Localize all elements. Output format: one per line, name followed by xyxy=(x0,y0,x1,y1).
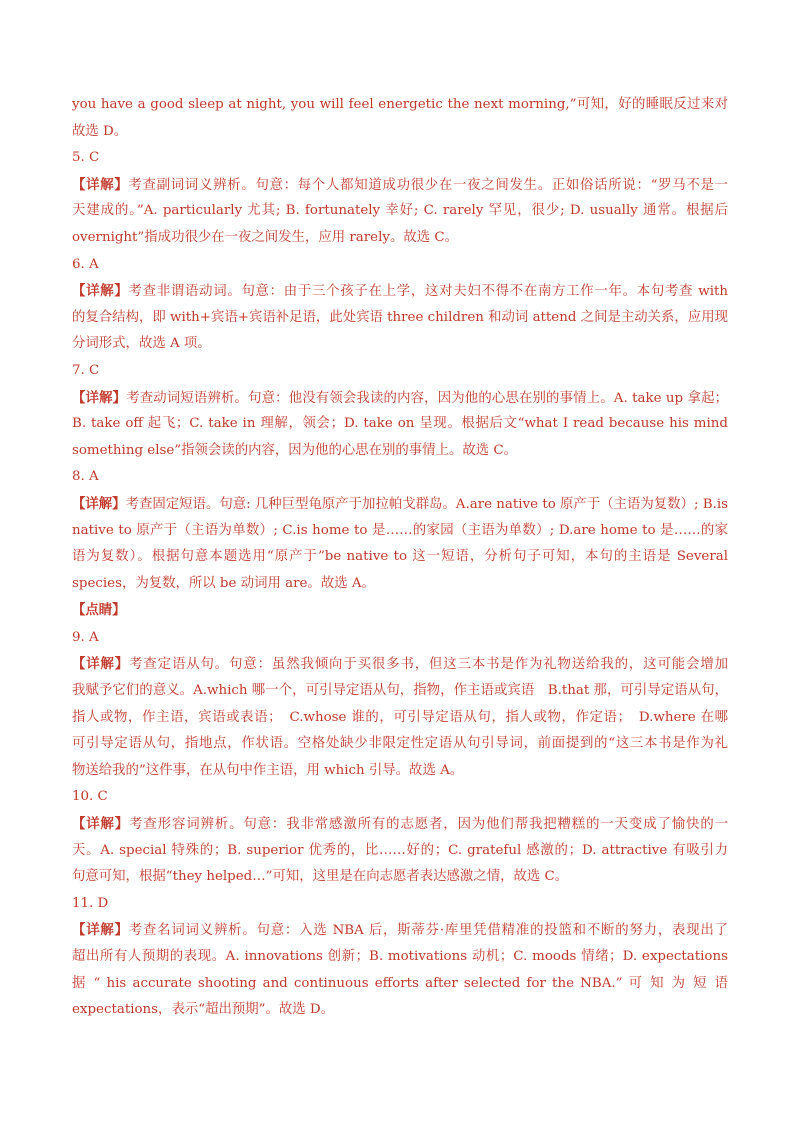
text-line xyxy=(72,411,728,438)
line-text: 考查名词词义辨析。句意：入选 NBA 后，斯蒂芬·库里凭借精准的投篮和不断的努力，表现出了 xyxy=(128,923,728,939)
text-line xyxy=(72,518,728,545)
text-line xyxy=(72,119,728,146)
text-line xyxy=(72,92,728,119)
text-line xyxy=(72,731,728,758)
text-line xyxy=(72,838,728,865)
line-text: 分词形式，故选 A 项。 xyxy=(72,336,211,352)
line-text: 指人或物，作主语，宾语或表语； C.whose 谁的，可引导定语从句，指人或物，作定语； D.where 在哪 xyxy=(72,709,728,725)
text-line xyxy=(72,544,728,571)
line-text: 11. D xyxy=(72,895,109,911)
text-line xyxy=(72,278,728,305)
text-line xyxy=(72,172,728,199)
text-line xyxy=(72,464,728,491)
section-tag: 【详解】 xyxy=(72,283,129,300)
text-line xyxy=(72,198,728,225)
line-text: 考查非谓语动词。句意：由于三个孩子在上学，这对夫妇不得不在南方工作一年。本句考查 with xyxy=(128,284,728,300)
line-text: species，为复数，所以 be 动词用 are。故选 A。 xyxy=(72,575,375,591)
line-text: 考查定语从句。句意：虽然我倾向于买很多书，但这三本书是作为礼物送给我的，这可能会增加 xyxy=(129,657,728,673)
text-line xyxy=(72,385,728,412)
line-text: 考查副词词义辨析。句意：每个人都知道成功很少在一夜之间发生。正如俗话所说：“罗马不是一 xyxy=(128,177,728,193)
line-text: something else”指领会读的内容，因为他的心思在别的事情上。故选 C。 xyxy=(72,442,518,458)
line-text: B. take off 起飞；C. take in 理解，领会；D. take on 呈现。根据后文“what I read because his mind xyxy=(72,416,728,432)
text-line xyxy=(72,891,728,918)
line-text: 考查形容词辨析。句意：我非常感激所有的志愿者，因为他们帮我把糟糕的一天变成了愉快的一 xyxy=(129,817,728,833)
section-tag: 【详解】 xyxy=(72,656,130,673)
text-line xyxy=(72,331,728,358)
text-line xyxy=(72,491,728,518)
text-line xyxy=(72,225,728,252)
line-text: 天建成的。”A. particularly 尤其; B. fortunately 幸好; C. rarely 罕见，很少; D. usually 通常。根据后 xyxy=(72,203,728,219)
line-text: expectations，表示“超出预期”。故选 D。 xyxy=(72,1002,335,1018)
line-text: 7. C xyxy=(72,362,100,378)
text-line xyxy=(72,438,728,465)
line-text: 我赋予它们的意义。A.which 哪一个，可引导定语从句，指物，作主语或宾语 B.that 那，可引导定语从句， xyxy=(72,683,728,699)
line-text: 物送给我的”这件事，在从句中作主语，用 which 引导。故选 A。 xyxy=(72,762,464,778)
text-line xyxy=(72,625,728,652)
section-tag: 【详解】 xyxy=(72,922,129,939)
text-line xyxy=(72,252,728,279)
text-line xyxy=(72,784,728,811)
line-text: you have a good sleep at night, you will feel energetic the next morning,”可知，好的睡眠反过来对 xyxy=(72,97,728,112)
line-text: 天。A. special 特殊的；B. superior 优秀的，比……好的；C. grateful 感激的；D. attractive 有吸引力 xyxy=(72,842,728,858)
text-line xyxy=(72,571,728,598)
line-text: 9. A xyxy=(72,629,99,645)
text-line xyxy=(72,811,728,838)
text-line xyxy=(72,864,728,891)
line-text: 考查固定短语。句意: 几种巨型龟原产于加拉帕戈群岛。A.are native to 原产于（主语为复数）; B.is xyxy=(125,496,728,512)
text-line xyxy=(72,597,728,625)
line-text: 的复合结构，即 with+宾语+宾语补足语，此处宾语 three children 和动词 attend 之间是主动关系，应用现 xyxy=(72,309,728,325)
section-tag: 【详解】 xyxy=(72,176,129,193)
text-line xyxy=(72,944,728,971)
section-tag: 【详解】 xyxy=(72,389,127,406)
line-text: 10. C xyxy=(72,789,108,805)
text-line xyxy=(72,651,728,678)
line-text: 8. A xyxy=(72,469,99,485)
line-text: 超出所有人预期的表现。A. innovations 创新；B. motivations 动机；C. moods 情绪；D. expectations xyxy=(72,949,728,964)
section-tag: 【详解】 xyxy=(72,816,130,833)
text-line xyxy=(72,305,728,332)
text-line xyxy=(72,971,728,998)
text-line xyxy=(72,997,728,1024)
text-line xyxy=(72,705,728,732)
line-text: overnight”指成功很少在一夜之间发生，应用 rarely。故选 C。 xyxy=(72,229,459,245)
line-text: 故选 D。 xyxy=(72,123,128,139)
section-tag: 【详解】 xyxy=(72,495,126,512)
line-text: 据 “ his accurate shooting and continuous efforts after selected for the NBA.” 可 知 为 短 语 xyxy=(72,975,728,991)
line-text: 可引导定语从句，指地点，作状语。空格处缺少非限定性定语从句引导词，前面提到的“这三本书是作为礼 xyxy=(72,736,728,752)
line-text: 考查动词短语辨析。句意：他没有领会我读的内容，因为他的心思在别的事情上。A. take up 拿起； xyxy=(126,390,728,406)
line-text: native to 原产于（主语为单数）; C.is home to 是……的家园（主语为单数）; D.are home to 是……的家 xyxy=(72,522,728,538)
text-line xyxy=(72,758,728,785)
line-text: 6. A xyxy=(72,256,99,272)
text-line xyxy=(72,358,728,385)
text-line xyxy=(72,917,728,944)
line-text: 句意可知，根据“they helped…”可知，这里是在向志愿者表达感激之情，故选 C。 xyxy=(72,869,569,885)
text-line xyxy=(72,145,728,172)
section-tag: 【点睛】 xyxy=(72,602,126,619)
line-text: 语为复数）。根据句意本题选用“原产于”be native to 这一短语，分析句子可知，本句的主语是 Several xyxy=(72,549,728,565)
text-line xyxy=(72,678,728,705)
line-text: 5. C xyxy=(72,150,100,166)
